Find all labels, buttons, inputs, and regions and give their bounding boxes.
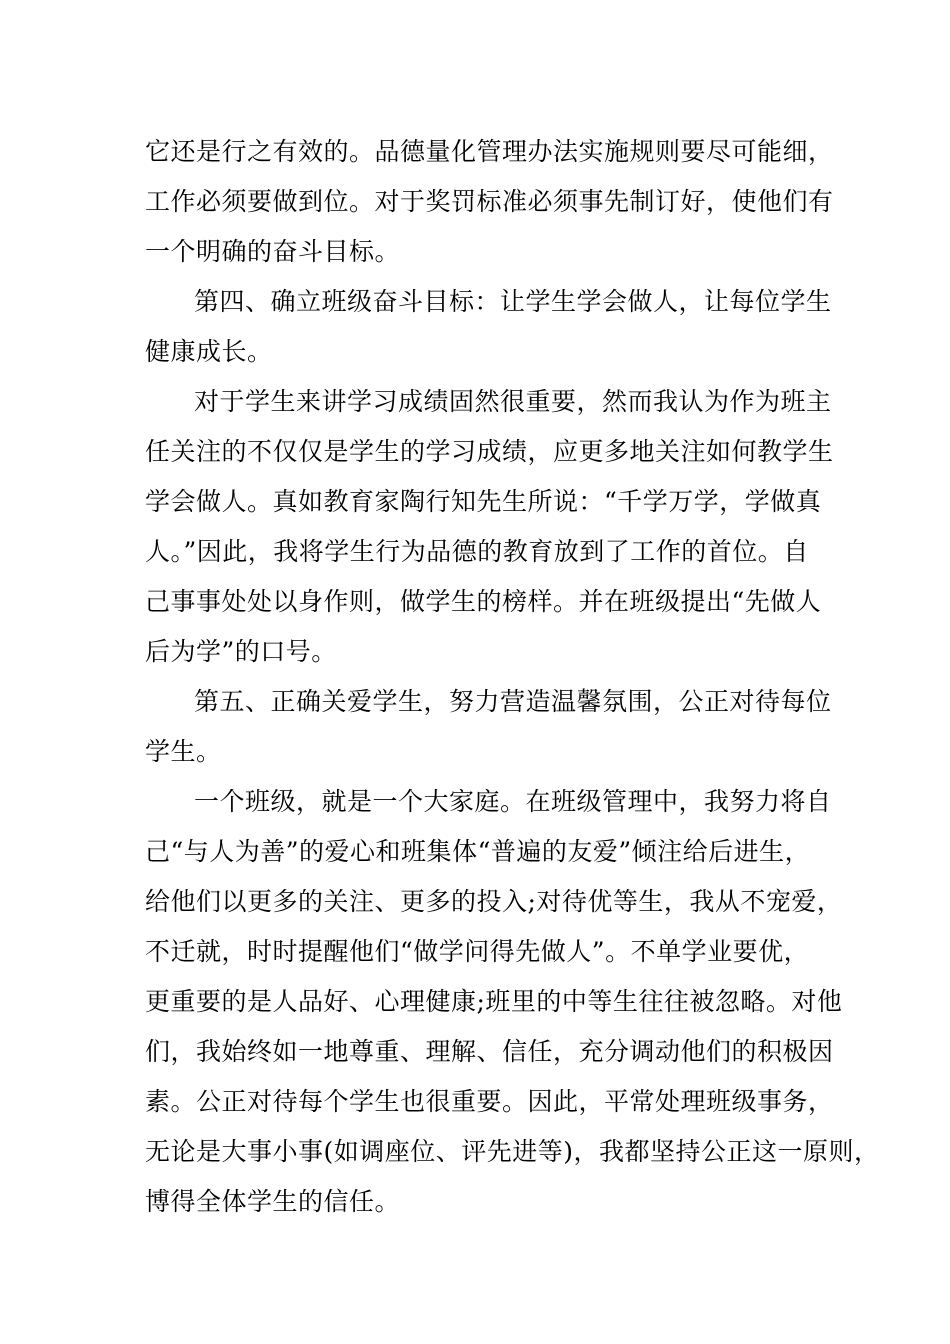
text-line: 无论是大事小事(如调座位、评先进等)，我都坚持公正这一原则， xyxy=(145,1137,880,1166)
text-line: 博得全体学生的信任。 xyxy=(145,1187,401,1216)
text-line: 人。”因此，我将学生行为品德的教育放到了工作的首位。自 xyxy=(145,537,809,566)
paragraph-start: 一个班级，就是一个大家庭。在班级管理中，我努力将自 xyxy=(194,787,832,816)
text-line: 一个明确的奋斗目标。 xyxy=(145,237,401,266)
text-line: 们，我始终如一地尊重、理解、信任，充分调动他们的积极因 xyxy=(145,1037,834,1066)
text-line: 更重要的是人品好、心理健康;班里的中等生往往被忽略。对他 xyxy=(145,987,843,1016)
text-line: 学会做人。真如教育家陶行知先生所说：“千学万学，学做真 xyxy=(145,487,822,516)
text-line: 任关注的不仅仅是学生的学习成绩，应更多地关注如何教学生 xyxy=(145,437,834,466)
text-line: 己事事处处以身作则，做学生的榜样。并在班级提出“先做人 xyxy=(145,587,822,616)
text-line: 己“与人为善”的爱心和班集体“普遍的友爱”倾注给后进生， xyxy=(145,837,811,866)
text-line: 它还是行之有效的。品德量化管理办法实施规则要尽可能细， xyxy=(145,137,834,166)
section-heading-5-cont: 学生。 xyxy=(145,737,222,766)
document-body xyxy=(145,127,880,1227)
section-heading-5: 第五、正确关爱学生，努力营造温馨氛围，公正对待每位 xyxy=(194,687,832,716)
text-line: 给他们以更多的关注、更多的投入;对待优等生，我从不宠爱， xyxy=(145,887,843,916)
section-heading-4: 第四、确立班级奋斗目标：让学生学会做人，让每位学生 xyxy=(194,287,832,316)
text-line: 素。公正对待每个学生也很重要。因此，平常处理班级事务， xyxy=(145,1087,834,1116)
section-heading-4-cont: 健康成长。 xyxy=(145,337,273,366)
paragraph-start: 对于学生来讲学习成绩固然很重要，然而我认为作为班主 xyxy=(194,387,832,416)
text-line: 工作必须要做到位。对于奖罚标准必须事先制订好，使他们有 xyxy=(145,187,834,216)
text-line: 后为学”的口号。 xyxy=(145,637,337,666)
text-line: 不迁就，时时提醒他们“做学问得先做人”。不单学业要优， xyxy=(145,937,810,966)
